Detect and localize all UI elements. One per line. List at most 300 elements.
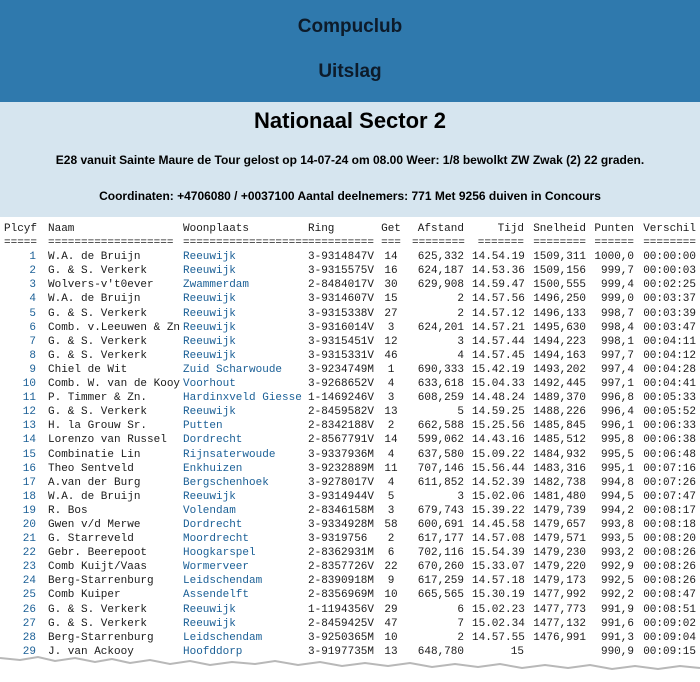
cell-afstand: 2: [457, 293, 464, 306]
cell-ring: 2-8459425V: [308, 617, 375, 630]
cell-tijd: 14.57.56: [472, 293, 525, 306]
table-row: [0, 391, 700, 405]
cell-afstand: 637,580: [417, 448, 464, 461]
cell-ring: 3-9197735M: [308, 645, 375, 658]
cell-plcyf[interactable]: 8: [29, 349, 36, 362]
cell-punten: 994,2: [600, 504, 634, 517]
cell-tijd: 15.33.07: [472, 561, 525, 574]
cell-afstand: 599,062: [417, 434, 464, 447]
cell-tijd: 15.02.06: [472, 490, 525, 503]
cell-ring: 3-9232889M: [308, 462, 375, 475]
cell-verschil: 00:08:18: [643, 518, 696, 531]
cell-punten: 992,2: [600, 589, 634, 602]
cell-plcyf[interactable]: 9: [29, 363, 36, 376]
cell-get: 30: [384, 279, 398, 292]
cell-tijd: 14.57.12: [472, 307, 525, 320]
cell-tijd: 14.45.58: [472, 518, 525, 531]
cell-afstand: 670,260: [417, 561, 464, 574]
cell-tijd: 15.04.33: [472, 378, 525, 391]
cell-plcyf[interactable]: 6: [29, 321, 36, 334]
cell-get: 4: [387, 448, 395, 461]
col-header-woonplaats: Woonplaats: [183, 223, 250, 235]
cell-tijd: 15.02.34: [472, 617, 525, 630]
table-row: [0, 462, 700, 476]
cell-tijd: 15.02.23: [472, 603, 525, 616]
cell-verschil: 00:05:52: [643, 406, 696, 419]
cell-snelheid: 1489,370: [533, 392, 586, 405]
cell-plcyf[interactable]: 7: [29, 335, 36, 348]
cell-plcyf[interactable]: 2: [29, 265, 36, 278]
col-header-afstand: Afstand: [417, 223, 464, 235]
cell-tijd: 14.57.44: [472, 335, 525, 348]
cell-punten: 995,1: [600, 462, 634, 475]
table-separator-row: [0, 236, 700, 250]
col-header-ring: Ring: [308, 223, 335, 235]
cell-verschil: 00:03:37: [643, 293, 696, 306]
cell-verschil: 00:06:33: [643, 420, 696, 433]
cell-tijd: 15.09.22: [472, 448, 525, 461]
table-row: [0, 476, 700, 490]
table-row: [0, 292, 700, 306]
cell-verschil: 00:08:26: [643, 575, 696, 588]
cell-naam: Gwen v/d Merwe: [48, 518, 141, 531]
cell-woonplaats[interactable]: Assendelft: [183, 589, 250, 602]
table-row: [0, 335, 700, 349]
separator: ========: [643, 237, 696, 250]
cell-naam: Combinatie Lin: [48, 448, 141, 461]
cell-woonplaats[interactable]: Dordrecht: [183, 434, 243, 447]
table-row: [0, 405, 700, 419]
cell-ring: 2-8390918M: [308, 575, 375, 588]
cell-ring: 2-8346158M: [308, 504, 375, 517]
cell-plcyf[interactable]: 13: [22, 420, 36, 433]
cell-plcyf[interactable]: 11: [22, 392, 36, 405]
cell-naam: Berg-Starrenburg: [48, 631, 154, 644]
cell-verschil: 00:08:17: [643, 504, 696, 517]
cell-snelheid: 1493,202: [533, 363, 586, 376]
cell-tijd: 14.48.24: [472, 392, 525, 405]
cell-verschil: 00:03:47: [643, 321, 696, 334]
separator: ===================: [183, 237, 309, 250]
cell-woonplaats[interactable]: Zwammerdam: [183, 279, 250, 292]
cell-plcyf[interactable]: 22: [22, 547, 36, 560]
cell-afstand: 617,259: [417, 575, 464, 588]
cell-tijd: 14.54.19: [472, 251, 525, 264]
cell-afstand: 665,565: [417, 589, 464, 602]
torn-paper-edge: [0, 648, 700, 682]
separator: ===: [381, 237, 401, 250]
cell-plcyf[interactable]: 16: [22, 462, 36, 475]
cell-afstand: 702,116: [417, 547, 464, 560]
table-row: [0, 377, 700, 391]
cell-get: 14: [384, 251, 398, 264]
table-row: [0, 278, 700, 292]
cell-naam: W.A. de Bruijn: [48, 490, 141, 503]
table-row: [0, 574, 700, 588]
cell-naam: G. & S. Verkerk: [48, 406, 148, 419]
cell-afstand: 662,588: [417, 420, 464, 433]
cell-get: 13: [384, 406, 398, 419]
cell-tijd: 15.42.19: [472, 363, 525, 376]
cell-plcyf[interactable]: 28: [22, 631, 36, 644]
race-info-panel: [0, 102, 700, 217]
cell-woonplaats[interactable]: Reeuwijk: [183, 617, 236, 630]
cell-snelheid: 1479,739: [533, 504, 586, 517]
cell-tijd: 14.53.36: [472, 265, 525, 278]
cell-woonplaats[interactable]: Leidschendam: [183, 631, 263, 644]
cell-get: 46: [384, 349, 398, 362]
cell-punten: 997,7: [600, 349, 634, 362]
cell-naam: Gebr. Beerepoot: [48, 547, 148, 560]
cell-tijd: 14.57.55: [472, 631, 525, 644]
cell-woonplaats[interactable]: Wormerveer: [183, 561, 250, 574]
cell-afstand: 6: [457, 603, 464, 616]
cell-get: 3: [387, 321, 395, 334]
cell-snelheid: 1476,991: [533, 631, 586, 644]
cell-snelheid: 1477,773: [533, 603, 586, 616]
cell-get: 11: [384, 462, 398, 475]
cell-snelheid: 1494,163: [533, 349, 586, 362]
cell-woonplaats[interactable]: Bergschenhoek: [183, 476, 269, 489]
cell-plcyf[interactable]: 17: [22, 476, 36, 489]
table-row: [0, 603, 700, 617]
cell-ring: 3-9337936M: [308, 448, 375, 461]
cell-tijd: 14.52.39: [472, 476, 525, 489]
cell-get: 10: [384, 589, 398, 602]
cell-verschil: 00:04:41: [643, 378, 696, 391]
separator: ========: [533, 237, 586, 250]
cell-punten: 992,5: [600, 575, 634, 588]
cell-get: 15: [384, 293, 398, 306]
cell-snelheid: 1496,250: [533, 293, 586, 306]
cell-punten: 998,4: [600, 321, 634, 334]
table-row: [0, 307, 700, 321]
table-row: [0, 546, 700, 560]
cell-ring: 3-9234749M: [308, 363, 375, 376]
cell-naam: J. van Ackooy: [48, 645, 134, 658]
cell-naam: Lorenzo van Russel: [48, 434, 167, 447]
cell-verschil: 00:04:11: [643, 335, 696, 348]
cell-ring: 2-8342188V: [308, 420, 375, 433]
cell-ring: 3-9334928M: [308, 518, 375, 531]
cell-plcyf[interactable]: 18: [22, 490, 36, 503]
cell-verschil: 00:07:26: [643, 476, 696, 489]
cell-snelheid: 1500,555: [533, 279, 586, 292]
cell-afstand: 617,177: [417, 533, 464, 546]
cell-woonplaats[interactable]: Reeuwijk: [183, 406, 236, 419]
cell-naam: Chiel de Wit: [48, 363, 128, 376]
cell-plcyf[interactable]: 4: [29, 293, 36, 306]
cell-afstand: 648,780: [417, 645, 464, 658]
cell-afstand: 4: [457, 349, 464, 362]
col-header-plcyf: Plcyf: [4, 223, 38, 235]
cell-afstand: 679,743: [417, 504, 464, 517]
cell-woonplaats[interactable]: Zuid Scharwoude: [183, 363, 283, 376]
cell-naam: Comb Kuiper: [48, 589, 121, 602]
cell-plcyf[interactable]: 29: [22, 645, 36, 658]
cell-naam: G. & S. Verkerk: [48, 603, 148, 616]
separator: ========: [412, 237, 465, 250]
cell-punten: 999,7: [600, 265, 634, 278]
col-header-get: Get: [381, 223, 401, 235]
cell-snelheid: 1482,738: [533, 476, 586, 489]
cell-woonplaats[interactable]: Reeuwijk: [183, 349, 236, 362]
cell-naam: W.A. de Bruijn: [48, 293, 141, 306]
cell-snelheid: 1485,845: [533, 420, 586, 433]
cell-snelheid: 1477,132: [533, 617, 586, 630]
cell-snelheid: 1509,156: [533, 265, 586, 278]
table-row: [0, 532, 700, 546]
cell-naam: G. & S. Verkerk: [48, 617, 148, 630]
cell-woonplaats[interactable]: Leidschendam: [183, 575, 263, 588]
separator: ======: [594, 237, 634, 250]
cell-plcyf[interactable]: 26: [22, 603, 36, 616]
cell-plcyf[interactable]: 23: [22, 561, 36, 574]
cell-naam: Comb. v.Leeuwen & Zn: [48, 321, 181, 334]
table-row: [0, 490, 700, 504]
cell-plcyf[interactable]: 1: [29, 251, 36, 264]
cell-tijd: 15.56.44: [472, 462, 525, 475]
cell-naam: P. Timmer & Zn.: [48, 392, 148, 405]
club-title: Compuclub: [297, 16, 403, 37]
separator: =======: [477, 237, 524, 250]
table-row: [0, 504, 700, 518]
cell-woonplaats[interactable]: Reeuwijk: [183, 293, 236, 306]
cell-snelheid: 1481,480: [533, 490, 586, 503]
cell-afstand: 707,146: [417, 462, 464, 475]
cell-naam: G. & S. Verkerk: [48, 307, 148, 320]
col-header-tijd: Tijd: [497, 223, 524, 235]
cell-tijd: 14.57.45: [472, 349, 525, 362]
cell-ring: 3-9319756: [308, 533, 368, 546]
cell-afstand: 7: [457, 617, 464, 630]
cell-verschil: 00:08:20: [643, 533, 696, 546]
cell-woonplaats[interactable]: Reeuwijk: [183, 490, 236, 503]
cell-snelheid: 1479,657: [533, 518, 586, 531]
col-header-snelheid: Snelheid: [533, 223, 586, 235]
cell-naam: A.van der Burg: [48, 476, 141, 489]
cell-snelheid: 1485,512: [533, 434, 586, 447]
cell-woonplaats[interactable]: Rijnsaterwoude: [183, 448, 276, 461]
cell-tijd: 14.57.18: [472, 575, 525, 588]
cell-verschil: 00:08:26: [643, 547, 696, 560]
cell-ring: 3-9316014V: [308, 321, 375, 334]
cell-tijd: 15.25.56: [472, 420, 525, 433]
race-coordinates: Coordinaten: +4706080 / +0037100 Aantal deelnemers: 771 Met 9256 duiven in Concours: [99, 189, 601, 203]
table-row: [0, 433, 700, 447]
cell-plcyf[interactable]: 15: [22, 448, 36, 461]
cell-woonplaats[interactable]: Putten: [183, 420, 223, 433]
cell-woonplaats[interactable]: Reeuwijk: [183, 251, 236, 264]
cell-snelheid: 1479,230: [533, 547, 586, 560]
cell-verschil: 00:08:26: [643, 561, 696, 574]
table-row: [0, 363, 700, 377]
cell-get: 47: [384, 617, 398, 630]
cell-punten: 995,5: [600, 448, 634, 461]
cell-plcyf[interactable]: 25: [22, 589, 36, 602]
cell-afstand: 611,852: [417, 476, 464, 489]
cell-snelheid: 1484,932: [533, 448, 586, 461]
cell-get: 3: [387, 504, 395, 517]
cell-verschil: 00:04:28: [643, 363, 696, 376]
cell-get: 5: [387, 490, 395, 503]
cell-naam: Berg-Starrenburg: [48, 575, 154, 588]
table-row: [0, 264, 700, 278]
cell-ring: 3-9278017V: [308, 476, 375, 489]
cell-naam: G. & S. Verkerk: [48, 349, 148, 362]
cell-punten: 1000,0: [594, 251, 634, 264]
cell-naam: R. Bos: [48, 504, 88, 517]
separator: =====: [4, 237, 38, 250]
cell-plcyf[interactable]: 12: [22, 406, 36, 419]
cell-plcyf[interactable]: 3: [29, 279, 36, 292]
table-row: [0, 321, 700, 335]
cell-snelheid: 1488,226: [533, 406, 586, 419]
cell-ring: 3-9250365M: [308, 631, 375, 644]
cell-snelheid: 1479,173: [533, 575, 586, 588]
cell-get: 14: [384, 434, 398, 447]
cell-ring: 2-8567791V: [308, 434, 375, 447]
cell-punten: 999,0: [600, 293, 634, 306]
cell-afstand: 3: [457, 335, 464, 348]
cell-verschil: 00:07:47: [643, 490, 696, 503]
cell-verschil: 00:00:00: [643, 251, 696, 264]
results-table: [0, 222, 700, 659]
cell-snelheid: 1479,220: [533, 561, 586, 574]
cell-plcyf[interactable]: 19: [22, 504, 36, 517]
cell-afstand: 633,618: [417, 378, 464, 391]
cell-woonplaats[interactable]: Dordrecht: [183, 518, 243, 531]
cell-punten: 993,5: [600, 533, 634, 546]
table-row: [0, 349, 700, 363]
cell-get: 4: [387, 476, 395, 489]
cell-verschil: 00:09:15: [643, 645, 696, 658]
cell-naam: G. & S. Verkerk: [48, 265, 148, 278]
cell-plcyf[interactable]: 21: [22, 533, 36, 546]
cell-afstand: 690,333: [417, 363, 464, 376]
cell-snelheid: 1479,571: [533, 533, 586, 546]
cell-woonplaats[interactable]: Hardinxveld Giesse: [183, 392, 302, 405]
cell-woonplaats[interactable]: Reeuwijk: [183, 335, 236, 348]
separator: ===================: [48, 237, 174, 250]
cell-ring: 3-9315331V: [308, 349, 375, 362]
cell-get: 9: [387, 575, 395, 588]
cell-ring: 2-8357726V: [308, 561, 375, 574]
separator: ==========: [308, 237, 375, 250]
cell-woonplaats[interactable]: Reeuwijk: [183, 307, 236, 320]
cell-plcyf[interactable]: 20: [22, 518, 36, 531]
cell-snelheid: 1477,992: [533, 589, 586, 602]
cell-woonplaats[interactable]: Enkhuizen: [183, 462, 243, 475]
table-row: [0, 631, 700, 645]
cell-ring: 3-9314944V: [308, 490, 375, 503]
cell-verschil: 00:07:16: [643, 462, 696, 475]
cell-get: 10: [384, 631, 398, 644]
table-row: [0, 518, 700, 532]
cell-get: 22: [384, 561, 398, 574]
cell-verschil: 00:09:02: [643, 617, 696, 630]
cell-afstand: 600,691: [417, 518, 464, 531]
cell-woonplaats[interactable]: Reeuwijk: [183, 265, 236, 278]
cell-woonplaats[interactable]: Volendam: [183, 504, 236, 517]
col-header-verschil: Verschil: [643, 223, 696, 235]
cell-naam: W.A. de Bruijn: [48, 251, 141, 264]
cell-verschil: 00:06:48: [643, 448, 696, 461]
cell-woonplaats[interactable]: Reeuwijk: [183, 321, 236, 334]
cell-naam: G. Starreveld: [48, 533, 134, 546]
cell-tijd: 14.59.25: [472, 406, 525, 419]
cell-tijd: 15: [510, 645, 524, 658]
cell-tijd: 15.39.22: [472, 504, 525, 517]
cell-naam: Comb. W. van de Kooy: [48, 378, 181, 391]
cell-naam: Comb Kuijt/Vaas: [48, 561, 148, 574]
cell-plcyf[interactable]: 14: [22, 434, 36, 447]
table-row: [0, 588, 700, 602]
cell-afstand: 2: [457, 631, 464, 644]
cell-punten: 998,1: [600, 335, 634, 348]
cell-snelheid: 1483,316: [533, 462, 586, 475]
cell-tijd: 14.43.16: [472, 434, 525, 447]
cell-get: 4: [387, 378, 395, 391]
cell-punten: 990,9: [600, 645, 634, 658]
col-header-punten: Punten: [594, 223, 634, 235]
cell-afstand: 2: [457, 307, 464, 320]
table-row: [0, 250, 700, 264]
cell-naam: G. & S. Verkerk: [48, 335, 148, 348]
cell-snelheid: 1494,223: [533, 335, 586, 348]
cell-plcyf[interactable]: 5: [29, 307, 36, 320]
cell-verschil: 00:09:04: [643, 631, 696, 644]
cell-afstand: 608,259: [417, 392, 464, 405]
cell-tijd: 15.54.39: [472, 547, 525, 560]
cell-tijd: 14.57.21: [472, 321, 525, 334]
cell-naam: H. la Grouw Sr.: [48, 420, 148, 433]
table-header-row: [0, 222, 700, 236]
cell-afstand: 624,201: [417, 321, 464, 334]
cell-get: 13: [384, 645, 398, 658]
cell-woonplaats[interactable]: Reeuwijk: [183, 603, 236, 616]
cell-woonplaats[interactable]: Moordrecht: [183, 533, 250, 546]
cell-punten: 997,4: [600, 363, 634, 376]
cell-punten: 996,1: [600, 420, 634, 433]
site-header: [0, 0, 700, 102]
cell-woonplaats[interactable]: Hoofddorp: [183, 645, 243, 658]
cell-verschil: 00:05:33: [643, 392, 696, 405]
table-body: [0, 250, 700, 659]
table-row: [0, 560, 700, 574]
cell-get: 2: [387, 533, 395, 546]
cell-get: 29: [384, 603, 398, 616]
cell-afstand: 625,332: [417, 251, 464, 264]
cell-punten: 991,3: [600, 631, 634, 644]
cell-woonplaats[interactable]: Hoogkarspel: [183, 547, 256, 560]
cell-plcyf[interactable]: 24: [22, 575, 36, 588]
cell-afstand: 5: [457, 406, 464, 419]
cell-ring: 2-8484017V: [308, 279, 375, 292]
cell-get: 6: [387, 547, 395, 560]
cell-ring: 1-1469246V: [308, 392, 375, 405]
cell-get: 27: [384, 307, 398, 320]
page-subtitle: Uitslag: [318, 61, 382, 82]
cell-snelheid: 1492,445: [533, 378, 586, 391]
cell-plcyf[interactable]: 27: [22, 617, 36, 630]
cell-plcyf[interactable]: 10: [22, 378, 36, 391]
cell-punten: 997,1: [600, 378, 634, 391]
cell-ring: 3-9315575V: [308, 265, 375, 278]
cell-ring: 3-9315451V: [308, 335, 375, 348]
cell-woonplaats[interactable]: Voorhout: [183, 378, 236, 391]
cell-punten: 996,8: [600, 392, 634, 405]
